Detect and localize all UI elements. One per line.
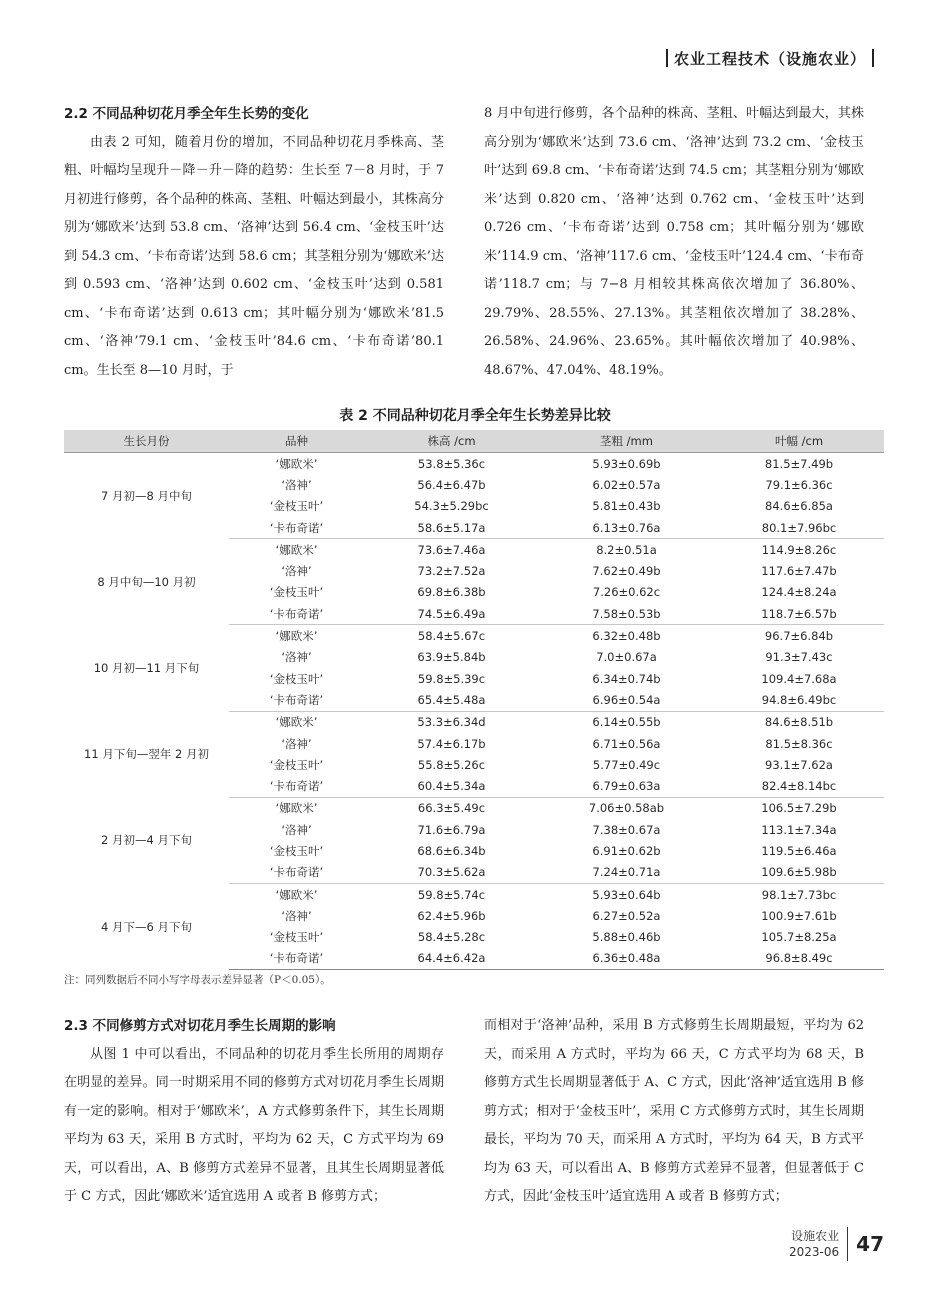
plant-height-cell: 70.3±5.62a [364, 862, 539, 884]
stem-diameter-cell: 7.62±0.49b [592, 564, 661, 579]
leaf-width-cell: 113.1±7.34a [761, 822, 837, 837]
section-2-3-paragraph-2: 而相对于‘洛神’品种，采用 B 方式修剪生长周期最短，平均为 62 天，而采用 A 方式时，平均为 66 天，C 方式平均为 68 天，B 修剪方式生长周期显著低于 A、C 方式，因此‘洛神’适宜选用 B 修剪方式；相对于‘金枝玉叶’，采用 C 方式修剪方式时，其生长周期最长，平均为 70 天，而采用 A 方式时，平均为 64 天，B 方式平均为 63 天，可以看出 A、B 修剪方式差异不显著，但显著低于 C 方式，因此‘金枝玉叶’适宜选用 A 或者 B 修剪方式； [484, 1018, 864, 1204]
variety-cell: ‘洛神’ [281, 477, 312, 492]
plant-height-cell: 53.8±5.36c [417, 456, 486, 471]
section-2-3-paragraph-1: 从图 1 中可以看出，不同品种的切花月季生长所用的周期存在明显的差异。同一时期采用不同的修剪方式对切花月季生长周期有一定的影响。相对于‘娜欧米’，A 方式修剪条件下，其生长周期平均为 63 天，采用 B 方式时，平均为 62 天，C 方式平均为 69 天，可以看出，A、B 修剪方式差异不显著，且其生长周期显著低于 C 方式，因此‘娜欧米’适宜选用 A 或者 B 修剪方式； [64, 1046, 444, 1204]
leaf-width-cell: 96.8±8.49c [714, 948, 884, 970]
section-2-2-left-column [64, 100, 444, 385]
variety-cell: ‘金枝玉叶’ [269, 671, 324, 686]
section-2-2-right-column [484, 100, 864, 385]
plant-height-cell: 73.6±7.46a [417, 542, 486, 557]
leaf-width-cell: 100.9±7.61b [761, 908, 837, 923]
variety-cell: ‘洛神’ [281, 736, 312, 751]
header-variety: 品种 [229, 430, 364, 453]
plant-height-cell: 68.6±6.34b [417, 843, 486, 858]
period-cell: 8 月中旬—10 月初 [97, 574, 196, 589]
leaf-width-cell: 80.1±7.96bc [714, 517, 884, 539]
variety-cell: ‘娜欧米’ [275, 542, 318, 557]
section-2-3-right-column [484, 1012, 864, 1212]
table-row [64, 453, 884, 475]
section-2-2-paragraph-1: 由表 2 可知，随着月份的增加，不同品种切花月季株高、茎粗、叶幅均呈现升－降－升－降的趋势：生长至 7－8 月时，于 7 月初进行修剪，各个品种的株高、茎粗、叶幅达到最小，其株高分别为‘娜欧米’达到 53.8 cm、‘洛神’达到 56.4 cm、‘金枝玉叶’达到 54.3 cm、‘卡布奇诺’达到 58.6 cm；其茎粗分别为‘娜欧米’达到 0.593 cm、‘洛神’达到 0.602 cm、‘金枝玉叶’达到 0.581 cm、‘卡布奇诺’达到 0.613 cm；其叶幅分别为‘娜欧米’81.5 cm、‘洛神’79.1 cm、‘金枝玉叶’84.6 cm、‘卡布奇诺’80.1 cm。生长至 8—10 月时，于 [64, 134, 444, 378]
stem-diameter-cell: 5.81±0.43b [592, 499, 661, 514]
variety-cell: ‘卡布奇诺’ [229, 517, 364, 539]
plant-height-cell: 55.8±5.26c [417, 757, 486, 772]
stem-diameter-cell: 6.13±0.76a [539, 517, 714, 539]
variety-cell: ‘洛神’ [281, 650, 312, 665]
header-period: 生长月份 [64, 430, 229, 453]
plant-height-cell: 74.5±6.49a [364, 603, 539, 625]
stem-diameter-cell: 6.32±0.48b [592, 629, 661, 644]
header-leaf-width: 叶幅 /cm [714, 430, 884, 453]
plant-height-cell: 71.6±6.79a [417, 822, 486, 837]
page-footer [789, 1227, 884, 1261]
plant-height-cell: 66.3±5.49c [417, 801, 486, 816]
plant-height-cell: 65.4±5.48a [364, 689, 539, 711]
table-note: 注：同列数据后不同小写字母表示差异显著（P＜0.05）。 [64, 974, 331, 986]
leaf-width-cell: 106.5±7.29b [761, 801, 837, 816]
stem-diameter-cell: 6.02±0.57a [592, 477, 661, 492]
stem-diameter-cell: 6.34±0.74b [592, 671, 661, 686]
leaf-width-cell: 109.4±7.68a [761, 671, 837, 686]
variety-cell: ‘卡布奇诺’ [229, 862, 364, 884]
stem-diameter-cell: 6.96±0.54a [539, 689, 714, 711]
table-row [64, 625, 884, 647]
leaf-width-cell: 84.6±8.51b [764, 715, 834, 730]
leaf-width-cell: 98.1±7.73bc [761, 887, 837, 902]
plant-height-cell: 58.6±5.17a [364, 517, 539, 539]
footer-issue: 2023-06 [789, 1245, 840, 1259]
variety-cell: ‘洛神’ [281, 908, 312, 923]
plant-height-cell: 60.4±5.34a [364, 775, 539, 797]
stem-diameter-cell: 5.77±0.49c [592, 757, 661, 772]
plant-height-cell: 56.4±6.47b [417, 477, 486, 492]
stem-diameter-cell: 8.2±0.51a [596, 542, 657, 557]
plant-height-cell: 73.2±7.52a [417, 564, 486, 579]
variety-cell: ‘洛神’ [281, 564, 312, 579]
leaf-width-cell: 118.7±6.57b [714, 603, 884, 625]
stem-diameter-cell: 6.91±0.62b [592, 843, 661, 858]
table-row [64, 883, 884, 905]
leaf-width-cell: 81.5±8.36c [765, 736, 833, 751]
table-2 [64, 430, 884, 970]
footer-separator [847, 1227, 848, 1261]
plant-height-cell: 64.4±6.42a [364, 948, 539, 970]
stem-diameter-cell: 6.79±0.63a [539, 775, 714, 797]
header-stem-diameter: 茎粗 /mm [539, 430, 714, 453]
variety-cell: ‘金枝玉叶’ [269, 757, 324, 772]
variety-cell: ‘金枝玉叶’ [269, 585, 324, 600]
stem-diameter-cell: 7.38±0.67a [592, 822, 661, 837]
header-bar-left [666, 49, 668, 67]
stem-diameter-cell: 6.27±0.52a [592, 908, 661, 923]
leaf-width-cell: 81.5±7.49b [764, 456, 834, 471]
plant-height-cell: 58.4±5.28c [417, 930, 486, 945]
table-row [64, 539, 884, 561]
variety-cell: ‘金枝玉叶’ [269, 930, 324, 945]
leaf-width-cell: 119.5±6.46a [761, 843, 837, 858]
leaf-width-cell: 93.1±7.62a [765, 757, 833, 772]
plant-height-cell: 57.4±6.17b [417, 736, 486, 751]
leaf-width-cell: 105.7±8.25a [761, 930, 837, 945]
period-cell: 11 月下旬—翌年 2 月初 [84, 747, 209, 762]
plant-height-cell: 59.8±5.39c [417, 671, 486, 686]
leaf-width-cell: 109.6±5.98b [714, 862, 884, 884]
section-2-3-left-column [64, 1012, 444, 1212]
footer-journal: 设施农业 [791, 1229, 840, 1243]
leaf-width-cell: 117.6±7.47b [761, 564, 837, 579]
plant-height-cell: 59.8±5.74c [417, 887, 486, 902]
variety-cell: ‘娜欧米’ [275, 629, 318, 644]
variety-cell: ‘金枝玉叶’ [269, 843, 324, 858]
stem-diameter-cell: 7.24±0.71a [539, 862, 714, 884]
leaf-width-cell: 91.3±7.43c [765, 650, 833, 665]
plant-height-cell: 62.4±5.96b [417, 908, 486, 923]
table-row [64, 711, 884, 733]
variety-cell: ‘娜欧米’ [275, 801, 318, 816]
leaf-width-cell: 114.9±8.26c [761, 542, 837, 557]
leaf-width-cell: 96.7±6.84b [764, 629, 834, 644]
stem-diameter-cell: 7.26±0.62c [592, 585, 661, 600]
stem-diameter-cell: 6.14±0.55b [592, 715, 661, 730]
leaf-width-cell: 82.4±8.14bc [714, 775, 884, 797]
period-cell: 10 月初—11 月下旬 [93, 660, 200, 675]
variety-cell: ‘卡布奇诺’ [229, 775, 364, 797]
period-cell: 2 月初—4 月下旬 [101, 833, 192, 848]
header-bar-right [872, 49, 874, 67]
leaf-width-cell: 124.4±8.24a [761, 585, 837, 600]
page-number: 47 [856, 1232, 884, 1256]
table-header-row [64, 430, 884, 453]
stem-diameter-cell: 5.93±0.69b [592, 456, 661, 471]
variety-cell: ‘洛神’ [281, 822, 312, 837]
period-cell: 4 月下—6 月下旬 [101, 919, 192, 934]
section-2-2-paragraph-2: 8 月中旬进行修剪，各个品种的株高、茎粗、叶幅达到最大，其株高分别为‘娜欧米’达到 73.6 cm、‘洛神’达到 73.2 cm、‘金枝玉叶’达到 69.8 cm、‘卡布奇诺’达到 74.5 cm；其茎粗分别为‘娜欧米’达到 0.820 cm、‘洛神’达到 0.762 cm、‘金枝玉叶’达到 0.726 cm、‘卡布奇诺’达到 0.758 cm；其叶幅分别为‘娜欧米’114.9 cm、‘洛神’117.6 cm、‘金枝玉叶’124.4 cm、‘卡布奇诺’118.7 cm；与 7−8 月相较其株高依次增加了 36.80%、29.79%、28.55%、27.13%。其茎粗依次增加了 38.28%、26.58%、24.96%、23.65%。其叶幅依次增加了 40.98%、48.67%、47.04%、48.19%。 [484, 106, 864, 378]
leaf-width-cell: 84.6±6.85a [765, 499, 833, 514]
period-cell: 7 月初—8 月中旬 [101, 488, 192, 503]
stem-diameter-cell: 5.93±0.64b [592, 887, 661, 902]
variety-cell: ‘娜欧米’ [275, 715, 318, 730]
stem-diameter-cell: 7.0±0.67a [596, 650, 657, 665]
variety-cell: ‘金枝玉叶’ [269, 499, 324, 514]
header-plant-height: 株高 /cm [364, 430, 539, 453]
section-2-3-title: 2.3 不同修剪方式对切花月季生长周期的影响 [64, 1018, 336, 1034]
stem-diameter-cell: 7.58±0.53b [539, 603, 714, 625]
variety-cell: ‘卡布奇诺’ [229, 948, 364, 970]
leaf-width-cell: 79.1±6.36c [765, 477, 833, 492]
stem-diameter-cell: 5.88±0.46b [592, 930, 661, 945]
table-body [64, 453, 884, 970]
stem-diameter-cell: 6.71±0.56a [592, 736, 661, 751]
plant-height-cell: 58.4±5.67c [417, 629, 486, 644]
variety-cell: ‘卡布奇诺’ [229, 603, 364, 625]
plant-height-cell: 69.8±6.38b [417, 585, 486, 600]
variety-cell: ‘娜欧米’ [275, 887, 318, 902]
plant-height-cell: 53.3±6.34d [417, 715, 486, 730]
plant-height-cell: 54.3±5.29bc [414, 499, 489, 514]
journal-header [660, 48, 880, 69]
stem-diameter-cell: 6.36±0.48a [539, 948, 714, 970]
journal-title: 农业工程技术（设施农业） [673, 50, 866, 68]
leaf-width-cell: 94.8±6.49bc [714, 689, 884, 711]
plant-height-cell: 63.9±5.84b [417, 650, 486, 665]
table-2-title: 表 2 不同品种切花月季全年生长势差异比较 [339, 408, 611, 424]
variety-cell: ‘娜欧米’ [275, 456, 318, 471]
section-2-2-title: 2.2 不同品种切花月季全年生长势的变化 [64, 106, 309, 122]
stem-diameter-cell: 7.06±0.58ab [588, 801, 665, 816]
table-row [64, 797, 884, 819]
variety-cell: ‘卡布奇诺’ [229, 689, 364, 711]
